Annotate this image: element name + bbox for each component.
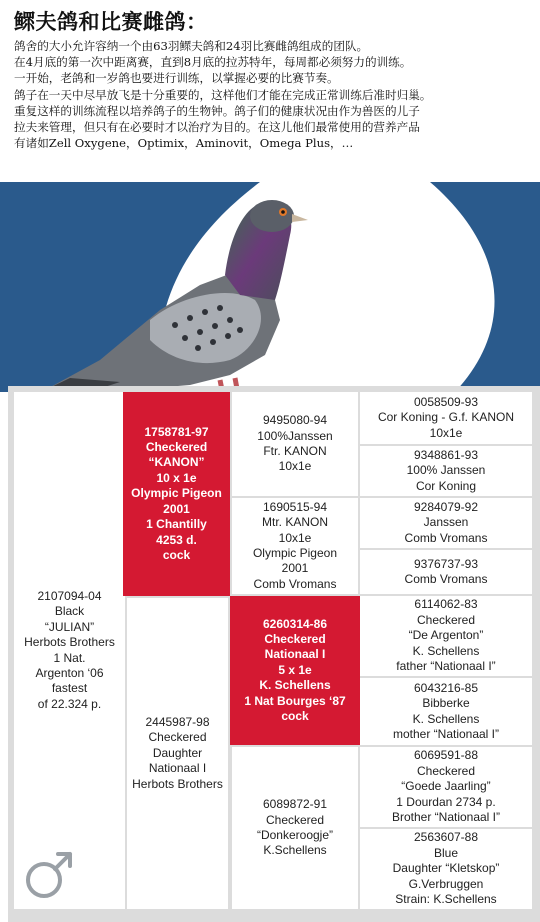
pedigree-dds: 6069591-88 Checkered “Goede Jaarling” 1 Dourdan 2734 p. Brother “Nationaal I” xyxy=(360,747,532,827)
pedigree-ddd: 2563607-88 Blue Daughter “Kletskop” G.Verbruggen Strain: K.Schellens xyxy=(360,829,532,909)
intro-line: 拉夫来管理，但只有在必要时才以治疗为目的。在这儿他们最常使用的营养产品 xyxy=(14,120,420,135)
pedigree-dss: 6114062-83 Checkered “De Argenton” K. Schellens father “Nationaal I” xyxy=(360,596,532,676)
pedigree-sire: 1758781-97 Checkered “KANON” 10 x 1e Olympic Pigeon 2001 1 Chantilly 4253 d. cock xyxy=(123,392,230,596)
page-title: 鳏夫鸽和比赛雌鸽： xyxy=(14,9,208,34)
intro-text xyxy=(14,38,534,151)
intro-line: 鸽舍的大小允许容纳一个由63羽鳏夫鸽和24羽比赛雌鸽组成的团队。 xyxy=(14,39,369,53)
pedigree-sire-dam: 1690515-94 Mtr. KANON 10x1e Olympic Pigeon 2001 Comb Vromans xyxy=(232,498,358,594)
pedigree-dsd: 6043216-85 Bibberke K. Schellens mother “Nationaal I” xyxy=(360,678,532,745)
pedigree-ssd: 9348861-93 100% Janssen Cor Koning xyxy=(360,446,532,496)
pedigree-sire-sire: 9495080-94 100%Janssen Ftr. KANON 10x1e xyxy=(232,392,358,496)
intro-line: 有诸如Zell Oxygene，Optimix，Aminovit，Omega Plus，… xyxy=(14,136,354,151)
intro-line: 一开始，老鸽和一岁鸽也要进行训练，以掌握必要的比赛节奏。 xyxy=(14,71,339,86)
pedigree-subject: 2107094-04 Black “JULIAN” Herbots Brothers 1 Nat. Argenton ‘06 fastest of 22.324 p. xyxy=(14,392,125,909)
male-symbol-icon xyxy=(22,848,76,902)
pedigree-sds: 9284079-92 Janssen Comb Vromans xyxy=(360,498,532,548)
pedigree-sdd: 9376737-93 Comb Vromans xyxy=(360,550,532,594)
intro-line: 在4月底的第一次中距离赛，直到8月底的拉苏特年，每周都必须努力的训练。 xyxy=(14,55,412,70)
intro-line: 鸽子在一天中尽早放飞是十分重要的，这样他们才能在完成正常训练后准时归巢。 xyxy=(14,87,432,102)
intro-line: 重复这样的训练流程以培养鸽子的生物钟。鸽子们的健康状况由作为兽医的儿子 xyxy=(14,103,420,118)
pedigree-dam-sire: 6260314-86 Checkered Nationaal I 5 x 1e K. Schellens 1 Nat Bourges ‘87 cock xyxy=(230,596,360,745)
pedigree-dam-dam: 6089872-91 Checkered “Donkeroogje” K.Schellens xyxy=(232,747,358,909)
pedigree-dam: 2445987-98 Checkered Daughter Nationaal I Herbots Brothers xyxy=(127,598,228,909)
pedigree-sss: 0058509-93 Cor Koning - G.f. KANON 10x1e xyxy=(360,392,532,444)
